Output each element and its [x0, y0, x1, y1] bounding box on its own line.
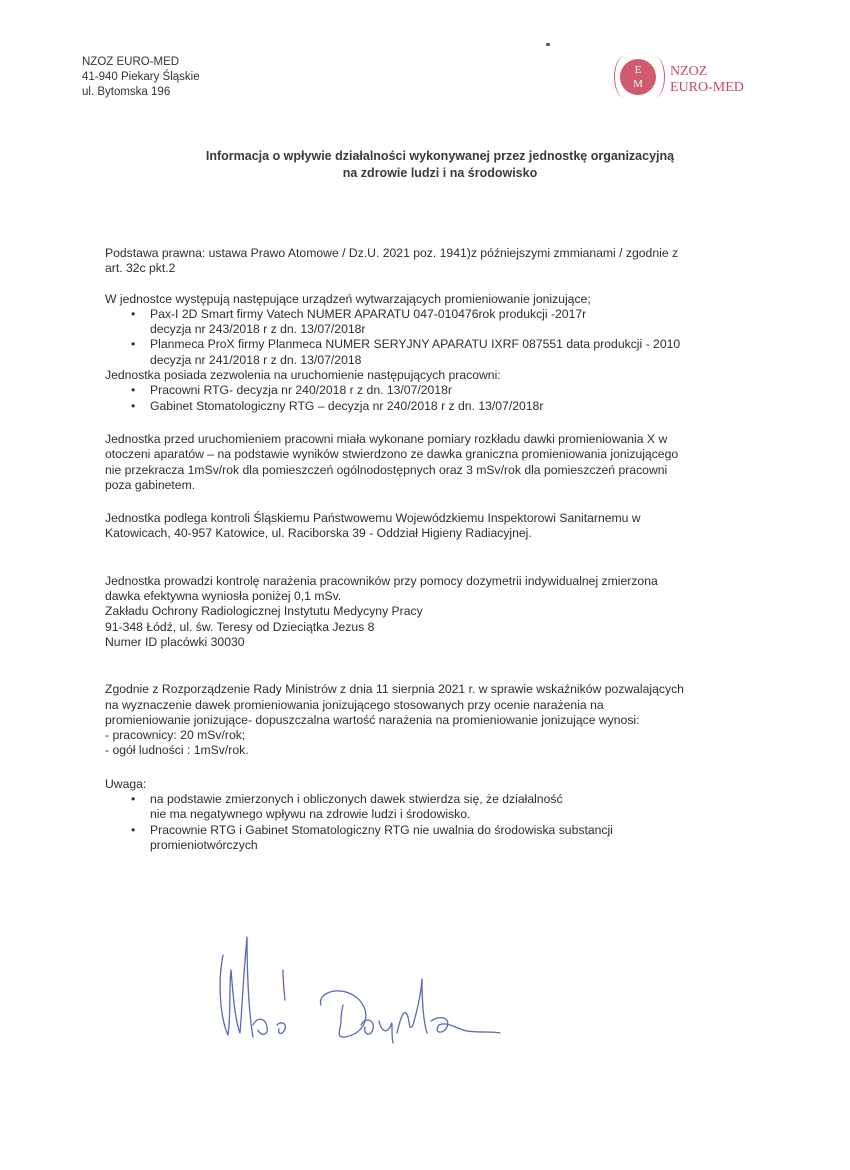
list-item: • Pax-I 2D Smart firmy Vatech NUMER APARATU 047-010476rok produkcji -2017r decyzja nr 243/2018 r z dn. 13/07/2018r: [105, 307, 805, 338]
document-body: [105, 246, 805, 853]
supervision-paragraph: Jednostka podlega kontroli Śląskiemu Państwowemu Wojewódzkiemu Inspektorowi Sanitarnemu w Katowicach, 40-957 Katowice, ul. Raciborska 39 - Oddział Higieny Radiacyjnej.: [105, 511, 641, 541]
document-title: Informacja o wpływie działalności wykonywanej przez jednostkę organizacyjną na zdrowie ludzi i na środowisko: [205, 149, 675, 180]
measurements-paragraph: Jednostka przed uruchomieniem pracowni miała wykonane pomiary rozkładu dawki promieniowania X w otoczeni aparatów – na podstawie wyników stwierdzono ze dawka graniczna promieniowania jonizującego nie przekracza 1mSv/rok dla pomieszczeń ogólnodostępnych oraz 3 mSv/rok dla pomieszczeń pracowni poza gabinetem.: [105, 431, 679, 492]
regulation-paragraph: Zgodnie z Rozporządzenie Rady Ministrów z dnia 11 sierpnia 2021 r. w sprawie wskaźników pozwalających na wyznaczenie dawek promieniowania jonizującego stosowanych przy ocenie narażenia na promieniowanie jonizujące- dopuszczalna wartość narażenia na promieniowanie jonizujące wynosi: - pracownicy: 20 mSv/rok; - ogół ludności : 1mSv/rok.: [105, 682, 684, 758]
company-logo: [612, 55, 782, 105]
list-item: • Pracownie RTG i Gabinet Stomatologiczny RTG nie uwalnia do środowiska substancji promieniotwórczych: [105, 823, 805, 854]
notes-section: [105, 777, 805, 853]
permits-list: [105, 383, 805, 414]
logo-text: NZOZ EURO-MED: [670, 64, 744, 95]
list-item: • Pracowni RTG- decyzja nr 240/2018 r z dn. 13/07/2018r: [105, 383, 805, 398]
scan-speck: [546, 43, 550, 46]
sender-city: 41-940 Piekary Śląskie: [82, 71, 200, 83]
list-item: • Planmeca ProX firmy Planmeca NUMER SERYJNY APARATU IXRF 087551 data produkcji - 2010 decyzja nr 241/2018 r z dn. 13/07/2018: [105, 337, 805, 368]
notes-list: [105, 792, 805, 853]
list-item: • na podstawie zmierzonych i obliczonych dawek stwierdza się, że działalność nie ma negatywnego wpływu na zdrowie ludzi i środowisko.: [105, 792, 805, 823]
legal-basis: Podstawa prawna: ustawa Prawo Atomowe / Dz.U. 2021 poz. 1941)z późniejszymi zmmianami / zgodnie z art. 32c pkt.2: [105, 246, 679, 276]
dosimetry-paragraph: Jednostka prowadzi kontrolę narażenia pracowników przy pomocy dozymetrii indywidualnej zmierzona dawka efektywna wyniosła poniżej 0,1 mSv. Zakładu Ochrony Radiologicznej Instytutu Medycyny Pracy 91-348 Łódź, ul. św. Teresy od Dzieciątka Jezus 8 Numer ID placówki 30030: [105, 573, 658, 649]
handwritten-signature: [195, 925, 515, 1045]
devices-list: [105, 307, 805, 368]
sender-name: NZOZ EURO-MED: [82, 56, 180, 68]
list-item: • Gabinet Stomatologiczny RTG – decyzja nr 240/2018 r z dn. 13/07/2018r: [105, 399, 805, 414]
devices-section: W jednostce występują następujące urządzeń wytwarzających promieniowanie jonizujące; • Pax-I 2D Smart firmy Vatech NUMER APARATU 047-010476rok produkcji -2017r decyzja nr 243/2018 r z dn. 13/07/2018r • Planmeca ProX firmy Planmeca NUMER SERYJNY APARATU IXRF 087551 data produkcji - 2010 decyzja nr 241/2018 r z dn. 13/07/2018 Jednostka posiada zezwolenia na uruchomienie następujących pracowni: • Pracowni RTG- decyzja nr 240/2018 r z dn. 13/07/2018r • Gabinet Stomatologiczny RTG – decyzja nr 240/2018 r z dn. 13/07/2018r: [105, 292, 805, 414]
sender-street: ul. Bytomska 196: [82, 86, 171, 98]
logo-monogram: E M: [620, 59, 656, 95]
notes-heading: Uwaga:: [105, 776, 147, 791]
sender-address: [82, 55, 200, 100]
